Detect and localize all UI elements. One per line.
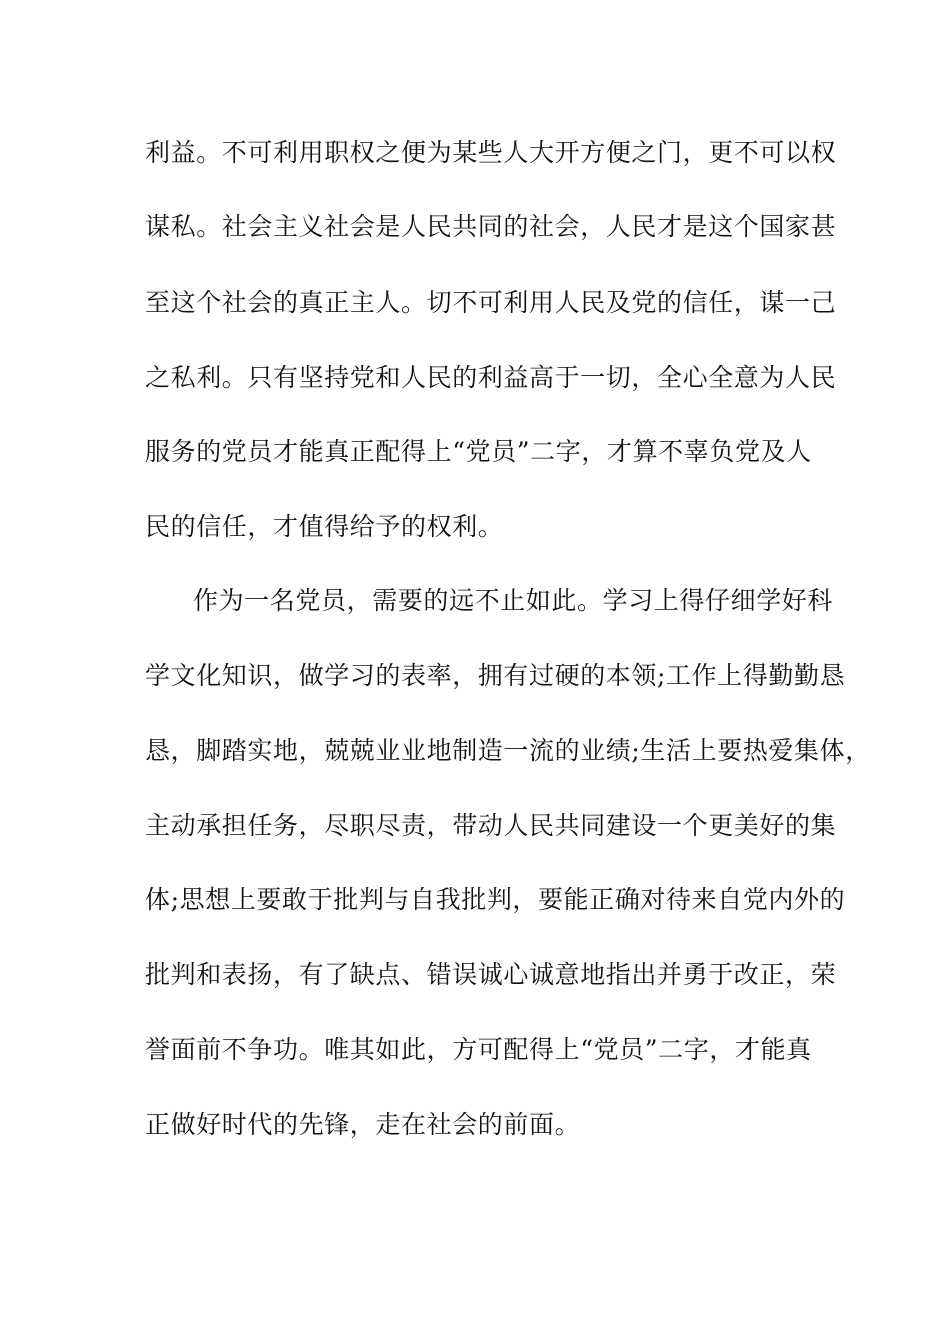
paragraph-line: 之私利。只有坚持党和人民的利益高于一切，全心全意为人民 bbox=[145, 363, 837, 392]
paragraph-line: 批判和表扬，有了缺点、错误诚心诚意地指出并勇于改正，荣 bbox=[145, 960, 837, 989]
paragraph-line: 学文化知识，做学习的表率，拥有过硬的本领;工作上得勤勤恳 bbox=[145, 661, 846, 690]
paragraph-line: 体;思想上要敢于批判与自我批判，要能正确对待来自党内外的 bbox=[145, 885, 846, 914]
paragraph-line: 主动承担任务，尽职尽责，带动人民共同建设一个更美好的集 bbox=[145, 811, 837, 840]
paragraph-line: 民的信任，才值得给予的权利。 bbox=[145, 512, 504, 541]
paragraph-line: 恳，脚踏实地，兢兢业业地制造一流的业绩;生活上要热爱集体， bbox=[145, 736, 871, 765]
paragraph-line: 谋私。社会主义社会是人民共同的社会，人民才是这个国家甚 bbox=[145, 212, 837, 241]
paragraph-line: 至这个社会的真正主人。切不可利用人民及党的信任，谋一己 bbox=[145, 288, 837, 317]
paragraph-line: 正做好时代的先锋，走在社会的前面。 bbox=[145, 1110, 581, 1139]
paragraph-line: 服务的党员才能真正配得上“党员”二字，才算不辜负党及人 bbox=[145, 437, 812, 466]
paragraph-line: 作为一名党员，需要的远不止如此。学习上得仔细学好科 bbox=[193, 586, 834, 615]
paragraph-line: 利益。不可利用职权之便为某些人大开方便之门，更不可以权 bbox=[145, 138, 837, 167]
paragraph-line: 誉面前不争功。唯其如此，方可配得上“党员”二字，才能真 bbox=[145, 1035, 812, 1064]
